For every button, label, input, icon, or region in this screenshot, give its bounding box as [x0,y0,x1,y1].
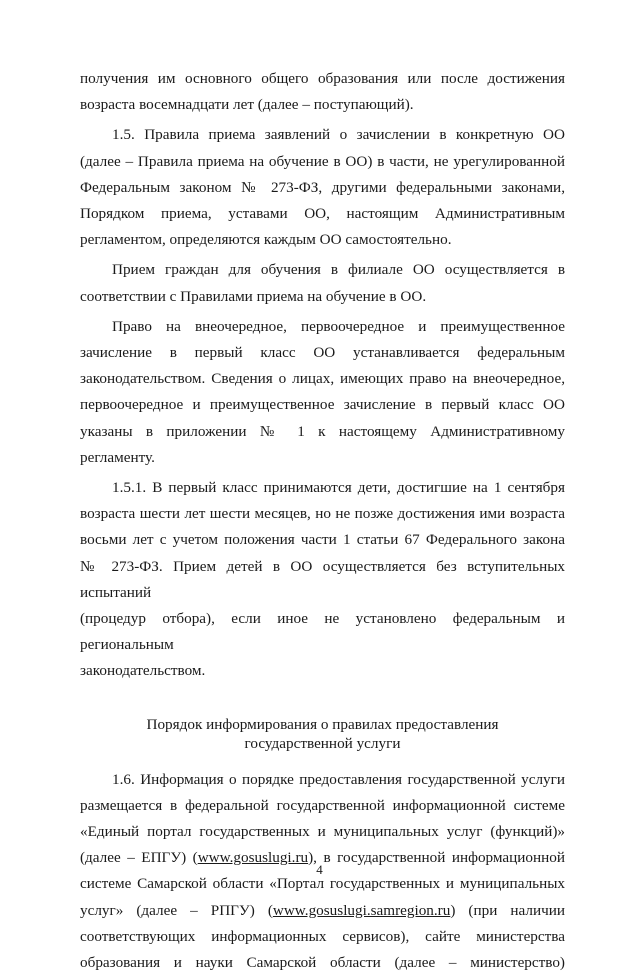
paragraph-continuation [80,66,565,118]
text-line: восьми лет с учетом положения части 1 статьи 67 Федерального закона [80,531,565,549]
text-line: 1.5. Правила приема заявлений о зачислении в конкретную ОО [112,126,565,144]
paragraph-1-5 [80,122,565,253]
text-fragment: (далее – ЕПГУ) ( [80,849,198,867]
text-line: образования и науки Самарской области (далее – министерство) [80,954,565,972]
text-fragment: ), в государственной информационной [308,849,565,867]
text-line: законодательством. Сведения о лицах, имеющих право на внеочередное, [80,370,565,388]
paragraph-branch-admission [80,257,565,309]
text-line: возраста восемнадцати лет (далее – поступающий). [80,96,414,114]
text-line [80,898,565,924]
text-line: Право на внеочередное, первоочередное и преимущественное [112,317,565,335]
text-line: указаны в приложении № 1 к настоящему Административному регламенту. [80,422,565,466]
text-fragment: услуг» (далее – РПГУ) ( [80,901,273,919]
text-line: (процедур отбора), если иное не установлено федеральным и региональным [80,610,565,654]
text-line: Прием граждан для обучения в филиале ОО осуществляется в [112,261,565,279]
text-line: (далее – Правила приема на обучение в ОО) в части, не урегулированной [80,152,565,170]
paragraph-1-5-1 [80,475,565,685]
rpgu-link[interactable]: www.gosuslugi.samregion.ru [272,901,451,919]
text-line: «Единый портал государственных и муниципальных услуг (функций)» [80,823,565,841]
text-line: 1.5.1. В первый класс принимаются дети, достигшие на 1 сентября [112,479,565,497]
text-line: Федеральным законом № 273-ФЗ, другими федеральными законами, [80,178,565,196]
text-line: получения им основного общего образования или после достижения [80,70,565,87]
text-line: размещается в федеральной государственной информационной системе [80,796,565,814]
text-line: Порядком приема, уставами ОО, настоящим Административным [80,205,565,223]
text-line: регламентом, определяются каждым ОО самостоятельно. [80,231,452,249]
section-heading [80,715,565,753]
text-line: 1.6. Информация о порядке предоставления государственной услуги [112,770,565,788]
text-line: возраста шести лет шести месяцев, но не позже достижения ими возраста [80,505,565,523]
text-line: зачисление в первый класс ОО устанавливается федеральным [80,344,565,362]
text-line: первоочередное и преимущественное зачисление в первый класс ОО [80,396,565,414]
text-line: законодательством. [80,662,206,680]
heading-line: государственной услуги [244,734,401,752]
text-line: системе Самарской области «Портал государственных и муниципальных [80,875,565,893]
text-line: соответствии с Правилами приема на обучение в ОО. [80,287,427,305]
text-fragment: ) (при наличии [450,901,565,919]
paragraph-priority-right [80,314,565,471]
heading-line: Порядок информирования о правилах предоставления [146,715,499,733]
page-number: 4 [316,862,323,877]
text-line: № 273-ФЗ. Прием детей в ОО осуществляется без вступительных испытаний [80,557,565,601]
epgu-link[interactable]: www.gosuslugi.ru [197,849,309,867]
text-line: соответствующих информационных сервисов), сайте министерства [80,927,565,945]
